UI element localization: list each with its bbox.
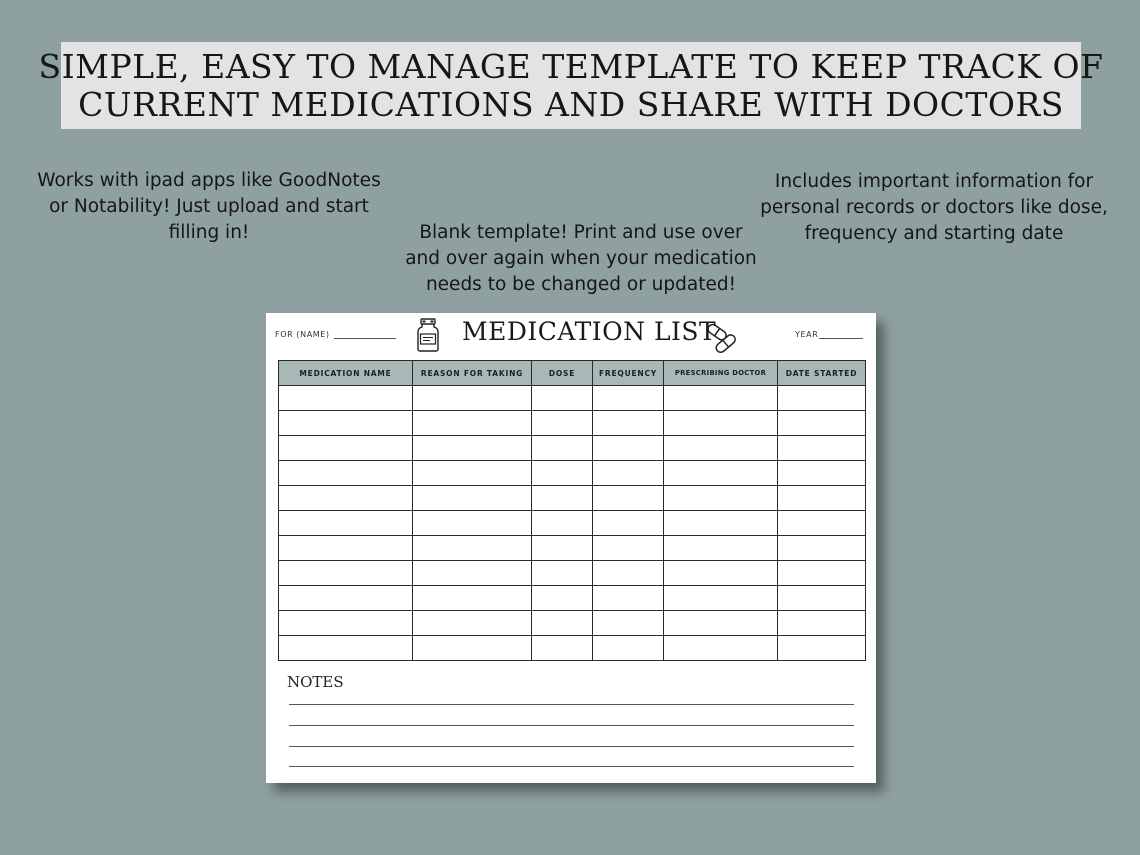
table-cell[interactable] — [413, 386, 532, 411]
table-cell[interactable] — [778, 611, 866, 636]
medication-table-body — [279, 386, 866, 661]
table-cell[interactable] — [413, 586, 532, 611]
year-label: YEAR — [795, 330, 819, 339]
for-name-label: FOR (NAME) — [275, 330, 330, 339]
caption-middle-line-3: needs to be changed or updated! — [425, 274, 737, 295]
caption-left-line-1: Works with ipad apps like GoodNotes — [37, 170, 381, 191]
column-header-frequency: FREQUENCY — [593, 361, 664, 386]
table-cell[interactable] — [532, 636, 593, 661]
table-cell[interactable] — [664, 436, 778, 461]
table-cell[interactable] — [279, 386, 413, 411]
table-cell[interactable] — [778, 536, 866, 561]
table-cell[interactable] — [593, 561, 664, 586]
table-cell[interactable] — [664, 486, 778, 511]
table-row — [279, 386, 866, 411]
table-cell[interactable] — [778, 411, 866, 436]
table-cell[interactable] — [413, 461, 532, 486]
caption-middle-line-1: Blank template! Print and use over — [419, 222, 743, 243]
notes-line[interactable] — [289, 746, 854, 747]
table-cell[interactable] — [778, 511, 866, 536]
table-cell[interactable] — [593, 586, 664, 611]
table-cell[interactable] — [413, 511, 532, 536]
table-row — [279, 411, 866, 436]
column-header-dose: DOSE — [532, 361, 593, 386]
table-cell[interactable] — [593, 536, 664, 561]
table-cell[interactable] — [413, 636, 532, 661]
table-cell[interactable] — [532, 436, 593, 461]
notes-line[interactable] — [289, 704, 854, 705]
table-cell[interactable] — [664, 511, 778, 536]
table-cell[interactable] — [279, 586, 413, 611]
caption-left-line-3: filling in! — [168, 222, 250, 243]
table-cell[interactable] — [593, 411, 664, 436]
table-cell[interactable] — [778, 586, 866, 611]
table-row — [279, 536, 866, 561]
table-cell[interactable] — [532, 561, 593, 586]
table-cell[interactable] — [279, 461, 413, 486]
column-header-prescribing-doctor: PRESCRIBING DOCTOR — [664, 361, 778, 386]
table-cell[interactable] — [413, 486, 532, 511]
table-cell[interactable] — [664, 561, 778, 586]
table-cell[interactable] — [778, 386, 866, 411]
table-cell[interactable] — [532, 611, 593, 636]
table-cell[interactable] — [593, 436, 664, 461]
caption-right-line-2: personal records or doctors like dose, — [760, 197, 1108, 218]
year-line — [819, 338, 863, 339]
table-row — [279, 586, 866, 611]
notes-line[interactable] — [289, 766, 854, 767]
table-cell[interactable] — [279, 436, 413, 461]
table-cell[interactable] — [778, 461, 866, 486]
table-cell[interactable] — [664, 636, 778, 661]
table-cell[interactable] — [532, 461, 593, 486]
table-cell[interactable] — [413, 611, 532, 636]
table-cell[interactable] — [778, 436, 866, 461]
headline-banner — [38, 42, 1104, 129]
column-header-reason-for-taking: REASON FOR TAKING — [413, 361, 532, 386]
headline-line-1: SIMPLE, EASY TO MANAGE TEMPLATE TO KEEP TRACK OF — [38, 46, 1104, 86]
table-cell[interactable] — [664, 386, 778, 411]
table-row — [279, 511, 866, 536]
caption-left-line-2: or Notability! Just upload and start — [49, 196, 369, 217]
sheet-title: MEDICATION LIST — [462, 317, 717, 346]
caption-right-line-3: frequency and starting date — [804, 223, 1064, 244]
table-cell[interactable] — [532, 411, 593, 436]
for-name-line — [334, 338, 396, 339]
notes-line[interactable] — [289, 725, 854, 726]
caption-left — [24, 168, 394, 246]
table-cell[interactable] — [413, 411, 532, 436]
table-cell[interactable] — [778, 561, 866, 586]
table-cell[interactable] — [593, 486, 664, 511]
notes-label: NOTES — [287, 673, 344, 691]
table-cell[interactable] — [593, 511, 664, 536]
table-row — [279, 461, 866, 486]
table-row — [279, 486, 866, 511]
table-cell[interactable] — [593, 461, 664, 486]
table-cell[interactable] — [279, 486, 413, 511]
table-cell[interactable] — [664, 536, 778, 561]
table-cell[interactable] — [413, 536, 532, 561]
table-cell[interactable] — [532, 511, 593, 536]
medication-list-sheet — [266, 313, 876, 783]
table-cell[interactable] — [778, 486, 866, 511]
table-row — [279, 611, 866, 636]
table-row — [279, 436, 866, 461]
table-cell[interactable] — [664, 611, 778, 636]
table-cell[interactable] — [413, 561, 532, 586]
medicine-bottle-icon — [414, 317, 442, 353]
table-cell[interactable] — [593, 386, 664, 411]
table-cell[interactable] — [279, 536, 413, 561]
table-cell[interactable] — [664, 586, 778, 611]
table-cell[interactable] — [664, 461, 778, 486]
column-header-medication-name: MEDICATION NAME — [279, 361, 413, 386]
table-row — [279, 636, 866, 661]
pills-icon — [704, 320, 740, 356]
table-cell[interactable] — [279, 511, 413, 536]
medication-table — [278, 360, 866, 661]
table-cell[interactable] — [413, 436, 532, 461]
table-cell[interactable] — [532, 486, 593, 511]
caption-middle-line-2: and over again when your medication — [405, 248, 757, 269]
column-header-date-started: DATE STARTED — [778, 361, 866, 386]
table-cell[interactable] — [778, 636, 866, 661]
table-cell[interactable] — [279, 411, 413, 436]
headline-line-2: CURRENT MEDICATIONS AND SHARE WITH DOCTORS — [78, 84, 1064, 124]
table-cell[interactable] — [279, 611, 413, 636]
table-cell[interactable] — [532, 386, 593, 411]
caption-right — [752, 169, 1116, 247]
table-cell[interactable] — [279, 561, 413, 586]
table-cell[interactable] — [532, 586, 593, 611]
table-row — [279, 561, 866, 586]
table-cell[interactable] — [593, 636, 664, 661]
table-cell[interactable] — [664, 411, 778, 436]
table-header-row — [279, 361, 866, 386]
table-cell[interactable] — [593, 611, 664, 636]
caption-right-line-1: Includes important information for — [774, 171, 1094, 192]
table-cell[interactable] — [532, 536, 593, 561]
caption-middle — [396, 220, 766, 298]
table-cell[interactable] — [279, 636, 413, 661]
